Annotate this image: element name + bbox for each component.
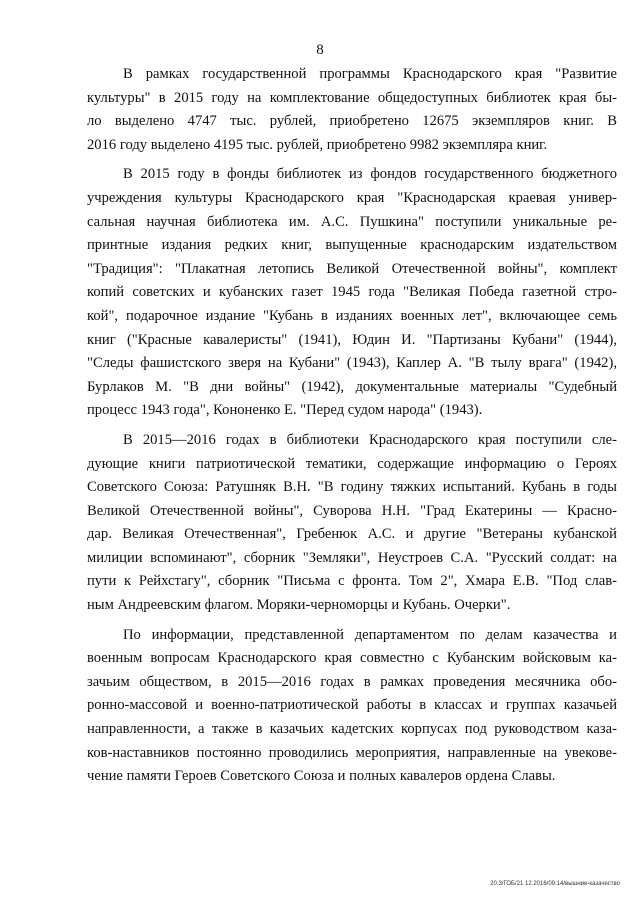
text-line: пути к Рейхстагу", сборник "Письма с фронта. Том 2", Хмара Е.В. "Под слав-	[87, 573, 617, 590]
text-line: дар. Великая Отечественная", Гребенюк А.С. и другие "Ветераны кубанской	[87, 526, 617, 543]
text-line: В рамках государственной программы Краснодарского края "Развитие	[123, 66, 617, 82]
text-line: зачьим обществом, в 2015—2016 годах в рамках проведения месячника обо-	[87, 673, 617, 690]
text-line: ным Андреевским флагом. Моряки-черноморцы и Кубань. Очерки".	[87, 597, 511, 614]
paragraph	[87, 63, 617, 157]
text-line: ло выделено 4747 тыс. рублей, приобретено 12675 экземпляров книг. В	[87, 113, 617, 130]
text-line: Великой Отечественной войны", Суворова Н.Н. "Град Екатерины — Красно-	[87, 502, 617, 519]
text-line: процесс 1943 года", Кононенко Е. "Перед судом народа" (1943).	[87, 402, 483, 419]
text-line: сальная научная библиотека им. А.С. Пушкина" поступили уникальные ре-	[87, 213, 617, 230]
text-line: военным вопросам Краснодарского края совместно с Кубанским войсковым ка-	[87, 650, 617, 667]
text-line: ков-наставников постоянно проводились мероприятия, направленные на увекове-	[87, 744, 617, 761]
text-line: учреждения культуры Краснодарского края "Краснодарская краевая универ-	[87, 189, 617, 206]
text-line: В 2015—2016 годах в библиотеки Краснодарского края поступили сле-	[123, 431, 617, 448]
text-line: копий советских и кубанских газет 1945 года "Великая Победа газетной стро-	[87, 284, 617, 301]
text-line: книг ("Красные кавалеристы" (1941), Юдин И. "Партизаны Кубани" (1944),	[87, 331, 617, 348]
paragraph	[87, 624, 617, 789]
footer-code: 20.3/ГОБ/21 12.2016/09:14/вышние-казачество	[490, 881, 620, 887]
text-line: По информации, представленной департаментом по делам казачества и	[123, 626, 617, 643]
text-line: милиции вспоминают", сборник "Земляки", Неустроев С.А. "Русский солдат: на	[87, 549, 617, 566]
document-body	[87, 63, 617, 795]
paragraph	[87, 429, 617, 618]
text-line: культуры" в 2015 году на комплектование общедоступных библиотек края бы-	[87, 89, 617, 106]
text-line: принтные издания редких книг, выпущенные краснодарским издательством	[87, 237, 617, 254]
page-number: 8	[316, 42, 324, 58]
text-line: дующие книги патриотической тематики, содержащие информацию о Героях	[87, 455, 617, 472]
text-line: 2016 году выделено 4195 тыс. рублей, приобретено 9982 экземпляра книг.	[87, 136, 548, 153]
text-line: Советского Союза: Ратушняк В.Н. "В годину тяжких испытаний. Кубань в годы	[87, 479, 617, 496]
text-line: "Следы фашистского зверя на Кубани" (1943), Каплер А. "В тылу врага" (1942),	[87, 355, 617, 372]
text-line: чение памяти Героев Советского Союза и полных кавалеров ордена Славы.	[87, 768, 556, 785]
paragraph	[87, 163, 617, 423]
text-line: "Традиция": "Плакатная летопись Великой Отечественной войны", комплект	[87, 260, 617, 277]
text-line: ронно-массовой и военно-патриотической работы в классах и группах казачьей	[87, 697, 617, 714]
text-line: направленности, а также в казачьих кадетских корпусах под руководством каза-	[87, 721, 617, 738]
text-line: Бурлаков М. "В дни войны" (1942), документальные материалы "Судебный	[87, 378, 617, 395]
text-line: кой", подарочное издание "Кубань в изданиях военных лет", включающее семь	[87, 307, 617, 324]
text-line: В 2015 году в фонды библиотек из фондов государственного бюджетного	[123, 166, 617, 183]
